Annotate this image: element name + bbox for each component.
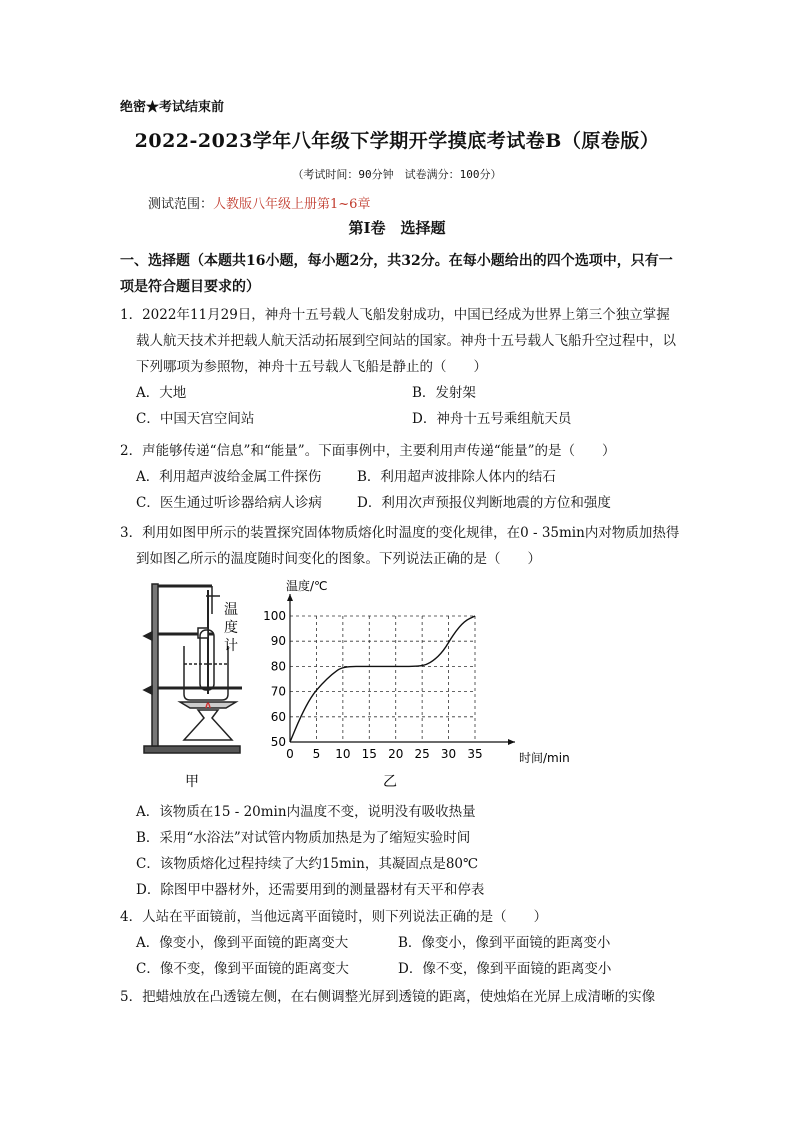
x-tick-label: 30: [440, 747, 457, 761]
question-stem: 3．利用如图甲所示的装置探究固体物质熔化时温度的变化规律，在0 - 35min内对物质加热得到如图乙所示的温度随时间变化的图象。下列说法正确的是（ ）: [120, 525, 680, 567]
option-c: C．像不变，像到平面镜的距离变大: [136, 961, 349, 977]
x-tick-label: 20: [388, 747, 404, 761]
apparatus-caption: 甲: [185, 774, 199, 790]
option-row: [120, 490, 680, 516]
option-row: [120, 956, 680, 982]
question-3-figure: [140, 576, 570, 796]
exam-title: 2022-2023学年八年级下学期开学摸底考试卷B（原卷版）: [134, 130, 660, 152]
question-2: [120, 438, 680, 516]
thermometer-label-1: 温: [224, 602, 238, 618]
y-axis-label: 温度/℃: [286, 579, 328, 593]
question-stem: 5．把蜡烛放在凸透镜左侧，在右侧调整光屏到透镜的距离，使烛焰在光屏上成清晰的实像: [120, 989, 656, 1005]
thermometer-label-3: 计: [224, 638, 238, 654]
scope-label: 测试范围：: [148, 197, 214, 212]
test-scope: [148, 193, 370, 212]
stand-base: [144, 746, 240, 753]
temperature-chart: [263, 578, 570, 765]
x-tick-label: 35: [467, 747, 483, 761]
stand-rod: [152, 584, 158, 746]
figure-svg: [140, 576, 570, 796]
series-line: [290, 616, 475, 742]
x-tick-label: 25: [414, 747, 430, 761]
option-row: [120, 464, 680, 490]
graph-caption: 乙: [383, 774, 397, 790]
option-b: B．采用“水浴法”对试管内物质加热是为了缩短实验时间: [136, 830, 471, 846]
question-4: [120, 904, 680, 982]
section-heading: 一、选择题（本题共16小题，每小题2分，共32分。在每小题给出的四个选项中，只有一项是符合题目要求的）: [120, 253, 673, 295]
y-tick-label: 80: [270, 659, 286, 674]
x-axis-label: 时间/min: [519, 751, 570, 765]
beaker: [184, 646, 228, 700]
option-d: D．神舟十五号乘组航天员: [412, 411, 572, 427]
scope-value: 人教版八年级上册第1~6章: [213, 197, 371, 212]
ring-knob: [144, 686, 152, 694]
x-tick-label: 15: [361, 747, 377, 761]
y-tick-label: 100: [263, 609, 286, 623]
option-a: A．该物质在15 - 20min内温度不变，说明没有吸收热量: [136, 804, 476, 820]
x-tick-label: 0: [286, 747, 294, 761]
exam-meta: （考试时间：90分钟 试卷满分：100分）: [292, 168, 502, 181]
thermometer-label-2: 度: [224, 620, 238, 636]
question-1: [120, 302, 680, 432]
question-5: [120, 984, 680, 1010]
y-tick-label: 60: [270, 709, 286, 724]
option-d: D．除图甲中器材外，还需要用到的测量器材有天平和停表: [136, 882, 485, 898]
x-tick-label: 5: [312, 747, 321, 761]
y-tick-label: 70: [270, 684, 286, 699]
question-stem: 2．声能够传递“信息”和“能量”。下面事例中，主要利用声传递“能量”的是（ ）: [120, 443, 616, 459]
option-b: B．利用超声波排除人体内的结石: [357, 469, 556, 485]
x-axis-arrow: [508, 739, 515, 745]
option-d: D．利用次声预报仪判断地震的方位和强度: [357, 495, 611, 511]
option-a: A．像变小，像到平面镜的距离变大: [136, 935, 349, 951]
option-row: [120, 380, 680, 406]
option-a: A．利用超声波给金属工件探伤: [136, 469, 322, 485]
y-tick-label: 50: [270, 735, 286, 749]
option-row: [120, 930, 680, 956]
option-row: [120, 406, 680, 432]
alcohol-lamp: [184, 710, 232, 740]
option-c: C．医生通过听诊器给病人诊病: [136, 495, 322, 511]
secret-label: 绝密★考试结束前: [120, 100, 225, 115]
part-title: 第Ⅰ卷 选择题: [348, 219, 446, 237]
option-c: C．该物质熔化过程持续了大约15min，其凝固点是80℃: [136, 856, 479, 872]
option-b: B．发射架: [412, 385, 476, 401]
y-tick-label: 90: [270, 634, 286, 649]
question-stem: 4．人站在平面镜前，当他远离平面镜时，则下列说法正确的是（ ）: [120, 909, 548, 925]
question-stem: 1．2022年11月29日，神舟十五号载人飞船发射成功，中国已经成为世界上第三个独立掌握载人航天技术并把载人航天活动拓展到空间站的国家。神舟十五号载人飞船升空过程中，以下列哪项为参照物，神舟十五号载人飞船是静止的（ ）: [120, 307, 676, 375]
x-tick-label: 10: [335, 747, 351, 761]
option-a: A．大地: [136, 385, 187, 401]
option-d: D．像不变，像到平面镜的距离变小: [398, 961, 612, 977]
y-axis-arrow: [287, 594, 293, 601]
question-3: [120, 520, 680, 572]
clamp-knob: [144, 632, 152, 640]
option-c: C．中国天宫空间站: [136, 411, 255, 427]
option-b: B．像变小，像到平面镜的距离变小: [398, 935, 611, 951]
